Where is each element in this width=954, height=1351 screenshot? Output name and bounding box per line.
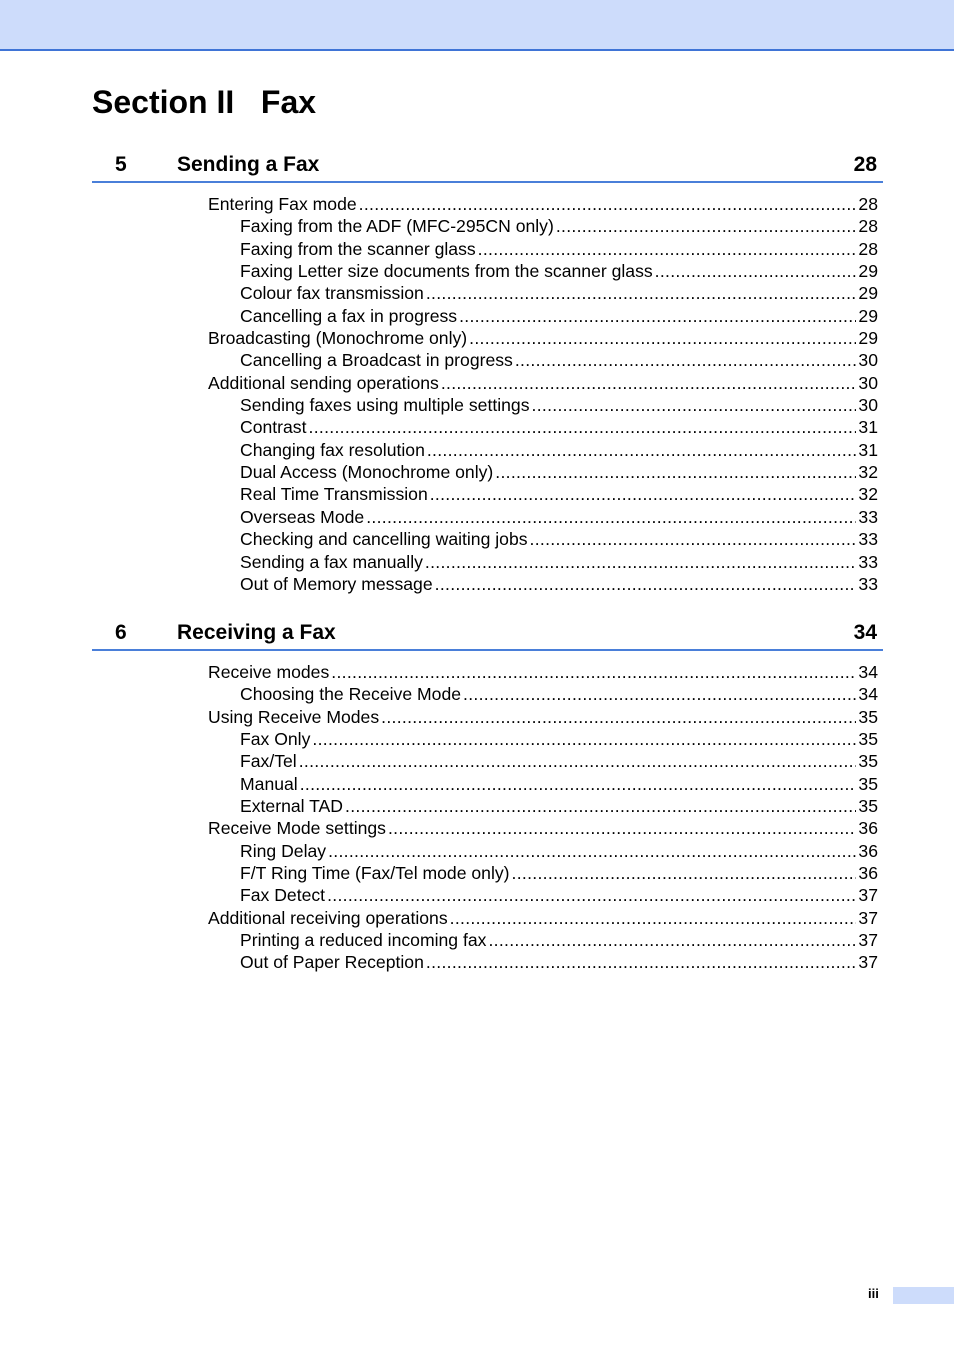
toc-entry-page: 37: [858, 952, 878, 973]
toc-entry-title: Manual: [240, 773, 298, 794]
toc-entry-title: Fax Detect: [240, 885, 326, 906]
dot-leader: [366, 506, 856, 528]
toc-entry-page: 35: [858, 729, 878, 750]
toc-entry[interactable]: [208, 193, 878, 215]
dot-leader: [426, 951, 857, 973]
toc-entry-title: Broadcasting (Monochrome only): [208, 328, 468, 349]
chapter-heading[interactable]: [92, 151, 883, 183]
toc-entry-title: Changing fax resolution: [240, 439, 425, 460]
dot-leader: [463, 683, 856, 705]
toc-entry-title: Using Receive Modes: [208, 706, 380, 727]
chapter-number: 6: [115, 621, 127, 644]
toc-entry-page: 33: [858, 551, 878, 572]
toc-entry[interactable]: [208, 706, 878, 728]
toc-entry-title: Out of Paper Reception: [240, 952, 424, 973]
dot-leader: [300, 773, 857, 795]
chapter-sending-a-fax: [92, 151, 883, 595]
toc-entry-title: Faxing from the ADF (MFC-295CN only): [240, 216, 554, 237]
toc-entry[interactable]: [240, 683, 878, 705]
dot-leader: [512, 862, 857, 884]
chapter-page: 28: [853, 153, 877, 176]
toc-entry-page: 31: [858, 439, 878, 460]
toc-entry[interactable]: [240, 795, 878, 817]
dot-leader: [488, 929, 856, 951]
toc-entry[interactable]: [208, 661, 878, 683]
toc-entry[interactable]: [240, 750, 878, 772]
toc-entry[interactable]: [240, 506, 878, 528]
chapter-heading[interactable]: [92, 619, 883, 651]
toc-entry-title: Overseas Mode: [240, 506, 365, 527]
toc-entry-title: Sending a fax manually: [240, 551, 423, 572]
toc-entry[interactable]: [240, 929, 878, 951]
toc-entry[interactable]: [208, 817, 878, 839]
toc-entry[interactable]: [240, 862, 878, 884]
dot-leader: [381, 706, 856, 728]
toc-entry-title: Additional receiving operations: [208, 907, 448, 928]
toc-entry-page: 35: [858, 796, 878, 817]
toc-entry-list: [92, 193, 883, 595]
toc-entry[interactable]: [240, 840, 878, 862]
dot-leader: [469, 327, 856, 349]
toc-entry-page: 28: [858, 216, 878, 237]
toc-entry[interactable]: [240, 528, 878, 550]
toc-entry-title: Fax Only: [240, 729, 311, 750]
toc-entry-title: Checking and cancelling waiting jobs: [240, 529, 528, 550]
dot-leader: [425, 551, 857, 573]
toc-entry-title: Faxing from the scanner glass: [240, 238, 476, 259]
toc-entry[interactable]: [240, 394, 878, 416]
toc-entry-page: 29: [858, 283, 878, 304]
toc-entry-page: 36: [858, 818, 878, 839]
dot-leader: [515, 349, 857, 371]
toc-entry[interactable]: [208, 372, 878, 394]
toc-entry-page: 29: [858, 261, 878, 282]
toc-entry-title: Receive Mode settings: [208, 818, 386, 839]
toc-entry-page: 28: [858, 238, 878, 259]
section-title: Section II Fax: [92, 84, 317, 120]
toc-entry-page: 37: [858, 907, 878, 928]
toc-entry[interactable]: [240, 416, 878, 438]
toc-entry-page: 37: [858, 885, 878, 906]
toc-entry[interactable]: [240, 951, 878, 973]
chapter-title: Receiving a Fax: [177, 621, 336, 644]
toc-entry-page: 28: [858, 194, 878, 214]
dot-leader: [430, 483, 857, 505]
toc-entry[interactable]: [240, 439, 878, 461]
toc-entry-title: Additional sending operations: [208, 372, 439, 393]
dot-leader: [441, 372, 857, 394]
toc-entry-title: Contrast: [240, 417, 307, 438]
toc-entry-list: [92, 661, 883, 974]
toc-entry-title: Dual Access (Monochrome only): [240, 462, 494, 483]
toc-entry-page: 33: [858, 529, 878, 550]
toc-entry-page: 33: [858, 506, 878, 527]
toc-entry-title: F/T Ring Time (Fax/Tel mode only): [240, 863, 510, 884]
toc-entry-page: 32: [858, 484, 878, 505]
dot-leader: [450, 907, 857, 929]
toc-entry[interactable]: [208, 327, 878, 349]
toc-entry[interactable]: [240, 551, 878, 573]
toc-entry-title: Choosing the Receive Mode: [240, 684, 462, 705]
dot-leader: [530, 528, 857, 550]
toc-entry-title: Receive modes: [208, 662, 330, 682]
dot-leader: [427, 439, 857, 461]
toc-entry-title: Cancelling a fax in progress: [240, 305, 458, 326]
toc-entry[interactable]: [240, 728, 878, 750]
toc-entry-page: 30: [858, 395, 878, 416]
toc-entry[interactable]: [240, 884, 878, 906]
dot-leader: [309, 416, 857, 438]
toc-entry[interactable]: [240, 349, 878, 371]
chapter-page: 34: [853, 621, 877, 644]
toc-entry-page: 35: [858, 751, 878, 772]
toc-entry[interactable]: [240, 282, 878, 304]
toc-entry-page: 30: [858, 350, 878, 371]
toc-entry[interactable]: [240, 483, 878, 505]
chapter-receiving-a-fax: [92, 619, 883, 974]
toc-entry[interactable]: [240, 773, 878, 795]
dot-leader: [426, 282, 857, 304]
toc-entry-page: 36: [858, 863, 878, 884]
dot-leader: [345, 795, 856, 817]
toc-entry-page: 31: [858, 417, 878, 438]
toc-entry-title: Printing a reduced incoming fax: [240, 930, 487, 951]
dot-leader: [459, 305, 856, 327]
dot-leader: [327, 884, 856, 906]
dot-leader: [532, 394, 857, 416]
dot-leader: [556, 215, 857, 237]
page-number: iii: [868, 1286, 879, 1301]
toc-entry[interactable]: [240, 215, 878, 237]
toc-entry-title: Real Time Transmission: [240, 484, 428, 505]
toc-entry[interactable]: [240, 461, 878, 483]
toc-entry-title: Sending faxes using multiple settings: [240, 395, 530, 416]
toc-entry-page: 35: [858, 706, 878, 727]
header-band: [0, 0, 954, 51]
toc-entry-title: Cancelling a Broadcast in progress: [240, 350, 513, 371]
toc-entry-title: External TAD: [240, 796, 343, 817]
toc-entry-page: 34: [858, 662, 878, 682]
dot-leader: [312, 728, 856, 750]
toc-entry-title: Faxing Letter size documents from the scanner glass: [240, 261, 653, 282]
toc-entry-page: 34: [858, 684, 878, 705]
toc-entry-page: 29: [858, 305, 878, 326]
dot-leader: [388, 817, 856, 839]
dot-leader: [495, 461, 856, 483]
dot-leader: [331, 661, 856, 683]
toc-entry[interactable]: [240, 238, 878, 260]
toc-entry-title: Colour fax transmission: [240, 283, 424, 304]
dot-leader: [655, 260, 857, 282]
chapter-number: 5: [115, 153, 127, 176]
toc-entry-page: 37: [858, 930, 878, 951]
dot-leader: [328, 840, 856, 862]
toc-entry-title: Entering Fax mode: [208, 194, 357, 214]
toc-entry-page: 29: [858, 328, 878, 349]
toc-entry-page: 30: [858, 372, 878, 393]
toc-entry-page: 33: [858, 573, 878, 594]
toc-entry[interactable]: [240, 573, 878, 595]
dot-leader: [299, 750, 857, 772]
dot-leader: [435, 573, 857, 595]
toc-entry-page: 36: [858, 840, 878, 861]
toc-entry-page: 35: [858, 773, 878, 794]
toc-entry[interactable]: [240, 260, 878, 282]
toc-entry-title: Ring Delay: [240, 840, 327, 861]
toc-entry-page: 32: [858, 462, 878, 483]
toc-entry[interactable]: [208, 907, 878, 929]
chapter-title: Sending a Fax: [177, 153, 320, 176]
toc-entry-title: Out of Memory message: [240, 573, 433, 594]
dot-leader: [478, 238, 857, 260]
dot-leader: [359, 193, 857, 215]
toc-entry[interactable]: [240, 305, 878, 327]
page-tab: [893, 1287, 954, 1304]
toc-entry-title: Fax/Tel: [240, 751, 297, 772]
